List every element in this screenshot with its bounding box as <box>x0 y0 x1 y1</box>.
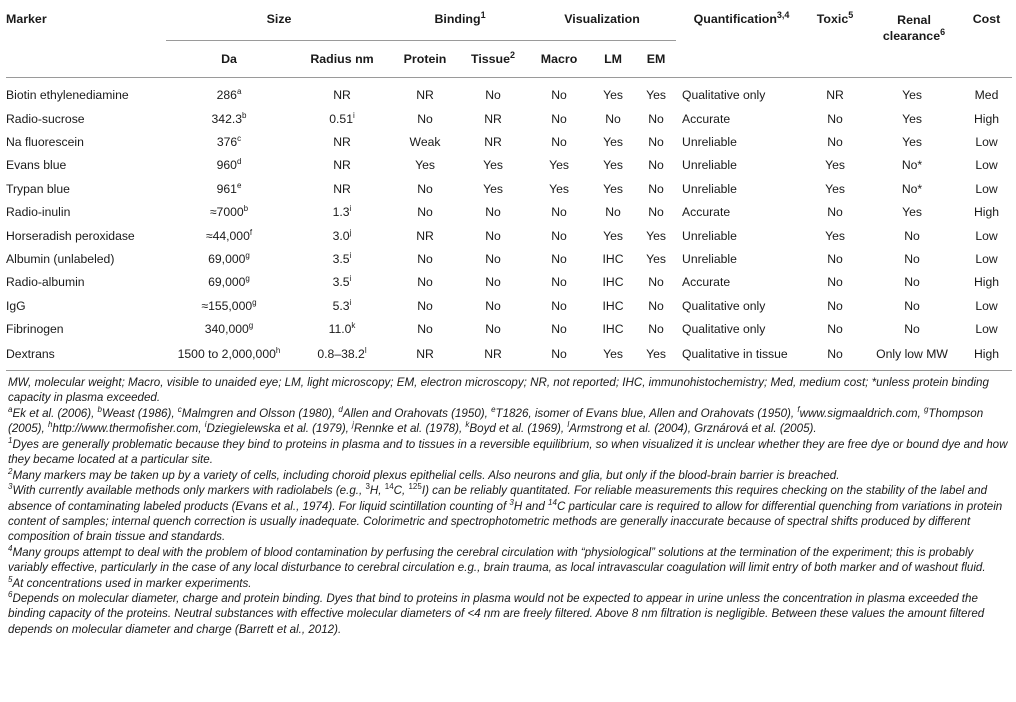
cell-quantification: Unreliable <box>682 228 737 243</box>
cell-renal-clearance: No <box>904 322 920 337</box>
cell-lm: Yes <box>603 87 623 102</box>
cell-tissue: Yes <box>483 181 503 196</box>
cell-tissue: NR <box>484 111 502 126</box>
cell-renal-clearance: No* <box>901 158 923 173</box>
note-1: $^1$Dyes are generally problematic because they bind to proteins in plasma and to tissues in a reversible equilibrium, so when visualized it is unclear whether they are free dye or bound dye and how they became located at a particular site. <box>8 435 1008 466</box>
note-2: $^2$Many markers may be taken up by a variety of cells, including choroid plexus epithelial cells. Also neurons and glia, but only if the blood-brain barrier is breached. <box>8 466 840 482</box>
cell-em: Yes <box>646 252 666 267</box>
cell-renal-clearance: No <box>904 298 920 313</box>
table-row <box>6 318 1012 341</box>
cell-tissue: No <box>485 322 501 337</box>
cell-lm: No <box>605 205 621 220</box>
reference-link[interactable]: Thompson (2005), <box>8 406 984 436</box>
cell-protein: No <box>417 181 433 196</box>
cell-tissue: No <box>485 228 501 243</box>
cell-da: ≈155,000$^g$ <box>201 297 257 313</box>
note-abbreviations: MW, molecular weight; Macro, visible to unaided eye; LM, light microscopy; EM, electron microscopy; NR, not reported; IHC, immunohistochemistry; Med, medium cost; *unless protein binding capacity in plasma exceeded. <box>8 375 989 405</box>
note-5: $^5$At concentrations used in marker experiments. <box>8 574 252 590</box>
reference-link[interactable]: Weast (1986), <box>101 406 178 420</box>
cell-renal-clearance: No <box>904 228 920 243</box>
header-em: EM <box>636 41 676 78</box>
cell-da: 286$^a$ <box>216 86 242 102</box>
cell-tissue: No <box>485 298 501 313</box>
cell-marker: Radio-sucrose <box>6 111 85 126</box>
cell-renal-clearance: No <box>904 275 920 290</box>
cell-radius: 3.0$^j$ <box>332 227 352 243</box>
cell-tissue: No <box>485 205 501 220</box>
cell-radius: NR <box>333 135 351 150</box>
cell-protein: NR <box>416 87 434 102</box>
cell-marker: Biotin ethylenediamine <box>6 87 129 102</box>
cell-cost: Low <box>975 135 998 150</box>
cell-toxic: No <box>827 275 843 290</box>
cell-protein: NR <box>392 341 458 371</box>
reference-link[interactable]: Malmgren and Olsson (1980), <box>181 406 339 420</box>
table-row <box>6 78 1012 108</box>
cell-lm: Yes <box>603 135 623 150</box>
cell-macro: No <box>551 298 567 313</box>
cell-cost: High <box>973 111 1000 126</box>
cell-protein: NR <box>416 228 434 243</box>
cell-quantification: Qualitative in tissue <box>676 341 807 371</box>
cell-radius: 3.5$^i$ <box>332 274 352 290</box>
cell-radius: 3.5$^i$ <box>332 250 352 267</box>
cell-marker: Na fluorescein <box>6 135 84 150</box>
cell-lm: IHC <box>602 252 624 267</box>
cell-cost: Med <box>974 87 999 102</box>
cell-cost: Low <box>975 181 998 196</box>
cell-radius: 0.51$^i$ <box>329 110 355 126</box>
cell-lm: Yes <box>603 228 623 243</box>
cell-marker: Radio-albumin <box>6 275 85 290</box>
cell-em: Yes <box>646 87 666 102</box>
table-row <box>6 271 1012 294</box>
cell-cost: Low <box>975 298 998 313</box>
table-row <box>6 201 1012 224</box>
cell-toxic: Yes <box>825 181 845 196</box>
note-3: $^3$With currently available methods only markers with radiolabels (e.g., $^3$H, $^{14}$C, $^{125}$I) can be reliably quantitated. For reliable measurements this requires checking on the stability of the label and absence of contaminating labeled products (Evans et al., 1974). For liquid scintillation counting of $^3$H and $^{14}$C particular care is required to allow for differential quenching from variations in protein content of samples; internal quench correction is usually inadequate. Colorimetric and spectrophotometric methods are generally inaccurate because of spectral shifts produced by different composition of brain tissue and standards. <box>8 482 1003 543</box>
header-toxic: Toxic$^5$ <box>807 6 863 78</box>
cell-macro: No <box>551 275 567 290</box>
header-binding: Binding$^1$ <box>392 6 528 41</box>
cell-radius: 11.0$^k$ <box>328 321 356 337</box>
reference-link[interactable]: www.sigmaaldrich.com, <box>799 406 924 420</box>
table-row <box>6 177 1012 200</box>
cell-lm: IHC <box>602 322 624 337</box>
cell-macro: No <box>551 322 567 337</box>
cell-protein: No <box>417 298 433 313</box>
cell-da: 69,000$^g$ <box>208 274 250 290</box>
cell-marker: IgG <box>6 298 26 313</box>
cell-radius: NR <box>333 87 351 102</box>
cell-macro: Yes <box>549 158 569 173</box>
note-4: $^4$Many groups attempt to deal with the problem of blood contamination by perfusing the cerebral circulation with “physiological” solutions at the termination of the experiment; this is probably variably effective, particularly in the case of any local disturbance to cerebral circulation e.g., brain trauma, as local intravascular coagulation will limit entry of both marker and of washout fluid. <box>8 543 986 574</box>
cell-da: 69,000$^g$ <box>208 250 250 267</box>
cell-em: No <box>648 322 664 337</box>
cell-cost: High <box>973 205 1000 220</box>
cell-lm: IHC <box>602 275 624 290</box>
cell-em: No <box>648 275 664 290</box>
cell-marker: Albumin (unlabeled) <box>6 252 115 267</box>
cell-protein: No <box>417 205 433 220</box>
table-row <box>6 130 1012 153</box>
cell-cost: Low <box>975 322 998 337</box>
header-da: Da <box>166 41 292 78</box>
cell-em: No <box>648 205 664 220</box>
cell-cost: Low <box>975 228 998 243</box>
header-visualization: Visualization <box>528 6 676 41</box>
cell-em: No <box>648 158 664 173</box>
cell-macro: No <box>551 205 567 220</box>
cell-renal-clearance: Yes <box>902 87 922 102</box>
cell-protein: Weak <box>409 135 441 150</box>
cell-lm: IHC <box>602 298 624 313</box>
cell-quantification: Qualitative only <box>682 87 766 102</box>
cell-protein: No <box>417 252 433 267</box>
cell-radius: 5.3$^i$ <box>332 297 352 313</box>
cell-renal-clearance: Only low MW <box>863 341 961 371</box>
cell-toxic: No <box>807 341 863 371</box>
cell-radius: NR <box>333 181 351 196</box>
cell-da: 1500 to 2,000,000$^h$ <box>166 341 292 371</box>
cell-em: No <box>648 298 664 313</box>
cell-quantification: Accurate <box>682 205 731 220</box>
cell-protein: No <box>417 111 433 126</box>
cell-toxic: No <box>827 298 843 313</box>
cell-toxic: No <box>827 135 843 150</box>
cell-em: No <box>648 111 664 126</box>
cell-lm: Yes <box>603 181 623 196</box>
cell-renal-clearance: Yes <box>902 205 922 220</box>
cell-cost: High <box>973 275 1000 290</box>
cell-cost: High <box>961 341 1012 371</box>
cell-em: No <box>648 181 664 196</box>
cell-quantification: Unreliable <box>682 135 737 150</box>
cell-toxic: No <box>827 252 843 267</box>
cell-radius: 0.8–38.2$^l$ <box>292 341 392 371</box>
cell-quantification: Unreliable <box>682 158 737 173</box>
cell-macro: No <box>551 111 567 126</box>
header-radius: Radius nm <box>292 41 392 78</box>
cell-da: ≈44,000$^f$ <box>205 227 253 243</box>
cell-renal-clearance: No* <box>901 181 923 196</box>
header-tissue: Tissue$^2$ <box>458 41 528 78</box>
cell-macro: No <box>551 228 567 243</box>
reference-link[interactable]: Rennke et al. (1978), <box>353 422 466 436</box>
header-size: Size <box>166 6 392 41</box>
cell-da: 342.3$^b$ <box>211 110 247 126</box>
reference-link[interactable]: T1826, isomer of Evans blue, Allen and Orahovats (1950), <box>495 406 798 420</box>
cell-da: 340,000$^g$ <box>204 321 254 337</box>
table-row <box>6 294 1012 317</box>
note-6: $^6$Depends on molecular diameter, charge and protein binding. Dyes that bind to proteins in plasma would not be expected to appear in urine unless the concentration in plasma exceeded the binding capacity of the proteins. Neutral substances with effective molecular diameters of <4 nm are freely filtered. Above 8 nm filtration is negligible. Between these values the amount filtered depends on molecular diameter and charge (Barrett et al., 2012). <box>8 590 985 636</box>
cell-toxic: Yes <box>825 158 845 173</box>
table-row <box>6 247 1012 270</box>
cell-quantification: Unreliable <box>682 181 737 196</box>
cell-renal-clearance: Yes <box>902 135 922 150</box>
cell-tissue: NR <box>458 341 528 371</box>
cell-protein: Yes <box>415 158 435 173</box>
cell-macro: No <box>551 135 567 150</box>
cell-macro: No <box>551 252 567 267</box>
note-references: $^a$Ek et al. (2006), $^b$Weast (1986), $^c$Malmgren and Olsson (1980), $^d$Allen and Orahovats (1950), $^e$T1826, isomer of Evans blue, Allen and Orahovats (1950), $^f$www.sigmaaldrich.com, $^g$Thompson (2005), $^h$http://www.thermofisher.com, $^i$Dziegielewska et al. (1979), $^j$Rennke et al. (1978), $^k$Boyd et al. (1969), $^l$Armstrong et al. (2004), Grznárová et al. (2005). <box>8 404 984 436</box>
header-marker: Marker <box>6 6 166 78</box>
cell-toxic: No <box>827 322 843 337</box>
cell-radius: 1.3$^i$ <box>332 204 352 220</box>
table-row <box>6 341 1012 371</box>
cell-quantification: Accurate <box>682 111 731 126</box>
reference-link[interactable]: Allen and Orahovats (1950), <box>342 406 492 420</box>
header-cost: Cost <box>961 6 1012 78</box>
ref-link-evans[interactable]: Evans et al., 1974 <box>235 499 329 513</box>
cell-marker: Fibrinogen <box>6 322 64 337</box>
cell-tissue: No <box>485 252 501 267</box>
cell-marker: Dextrans <box>6 341 166 371</box>
cell-lm: Yes <box>603 158 623 173</box>
header-quantification: Quantification$^{3,4}$ <box>676 6 807 78</box>
cell-da: 960$^d$ <box>216 157 242 173</box>
cell-marker: Trypan blue <box>6 181 70 196</box>
table-row <box>6 107 1012 130</box>
header-macro: Macro <box>528 41 590 78</box>
header-renal-clearance: Renal clearance$^6$ <box>863 6 961 78</box>
cell-tissue: Yes <box>483 158 503 173</box>
ref-link-barrett[interactable]: Barrett et al., 2012 <box>238 622 335 636</box>
cell-toxic: No <box>827 111 843 126</box>
table-row <box>6 224 1012 247</box>
reference-link[interactable]: Dziegielewska et al. (1979), <box>206 422 353 436</box>
table-body <box>6 78 1012 371</box>
cell-quantification: Unreliable <box>682 252 737 267</box>
cell-da: $\approx 7000^b$ <box>209 204 249 220</box>
cell-em: Yes <box>646 228 666 243</box>
cell-tissue: No <box>485 87 501 102</box>
cell-tissue: No <box>485 275 501 290</box>
cell-lm: Yes <box>590 341 636 371</box>
cell-em: Yes <box>636 341 676 371</box>
cell-protein: No <box>417 322 433 337</box>
cell-tissue: NR <box>484 135 502 150</box>
cell-toxic: Yes <box>825 228 845 243</box>
cell-da: 961e <box>216 180 242 196</box>
header-lm: LM <box>590 41 636 78</box>
cell-macro: No <box>551 87 567 102</box>
cell-renal-clearance: No <box>904 252 920 267</box>
cell-renal-clearance: Yes <box>902 111 922 126</box>
reference-link[interactable]: Boyd et al. (1969), <box>469 422 568 436</box>
header-protein: Protein <box>392 41 458 78</box>
cell-em: No <box>648 135 664 150</box>
reference-link[interactable]: http://www.thermofisher.com, <box>52 422 205 436</box>
reference-link[interactable]: Ek et al. (2006), <box>12 406 98 420</box>
cell-macro: No <box>528 341 590 371</box>
cell-protein: No <box>417 275 433 290</box>
cell-toxic: No <box>827 205 843 220</box>
cell-marker: Radio-inulin <box>6 205 71 220</box>
cell-marker: Horseradish peroxidase <box>6 228 135 243</box>
cell-quantification: Accurate <box>682 275 731 290</box>
cell-lm: No <box>605 111 621 126</box>
table-footnotes <box>6 371 1012 637</box>
cell-quantification: Qualitative only <box>682 322 766 337</box>
marker-table <box>6 6 1012 371</box>
cell-cost: Low <box>975 252 998 267</box>
cell-quantification: Qualitative only <box>682 298 766 313</box>
cell-toxic: NR <box>826 87 844 102</box>
cell-cost: Low <box>975 158 998 173</box>
cell-marker: Evans blue <box>6 158 67 173</box>
cell-da: 376$^c$ <box>216 134 242 150</box>
cell-macro: Yes <box>549 181 569 196</box>
table-row <box>6 154 1012 177</box>
reference-link[interactable]: Armstrong et al. (2004), Grznárová et al. (2005). <box>569 422 817 436</box>
cell-radius: NR <box>333 158 351 173</box>
